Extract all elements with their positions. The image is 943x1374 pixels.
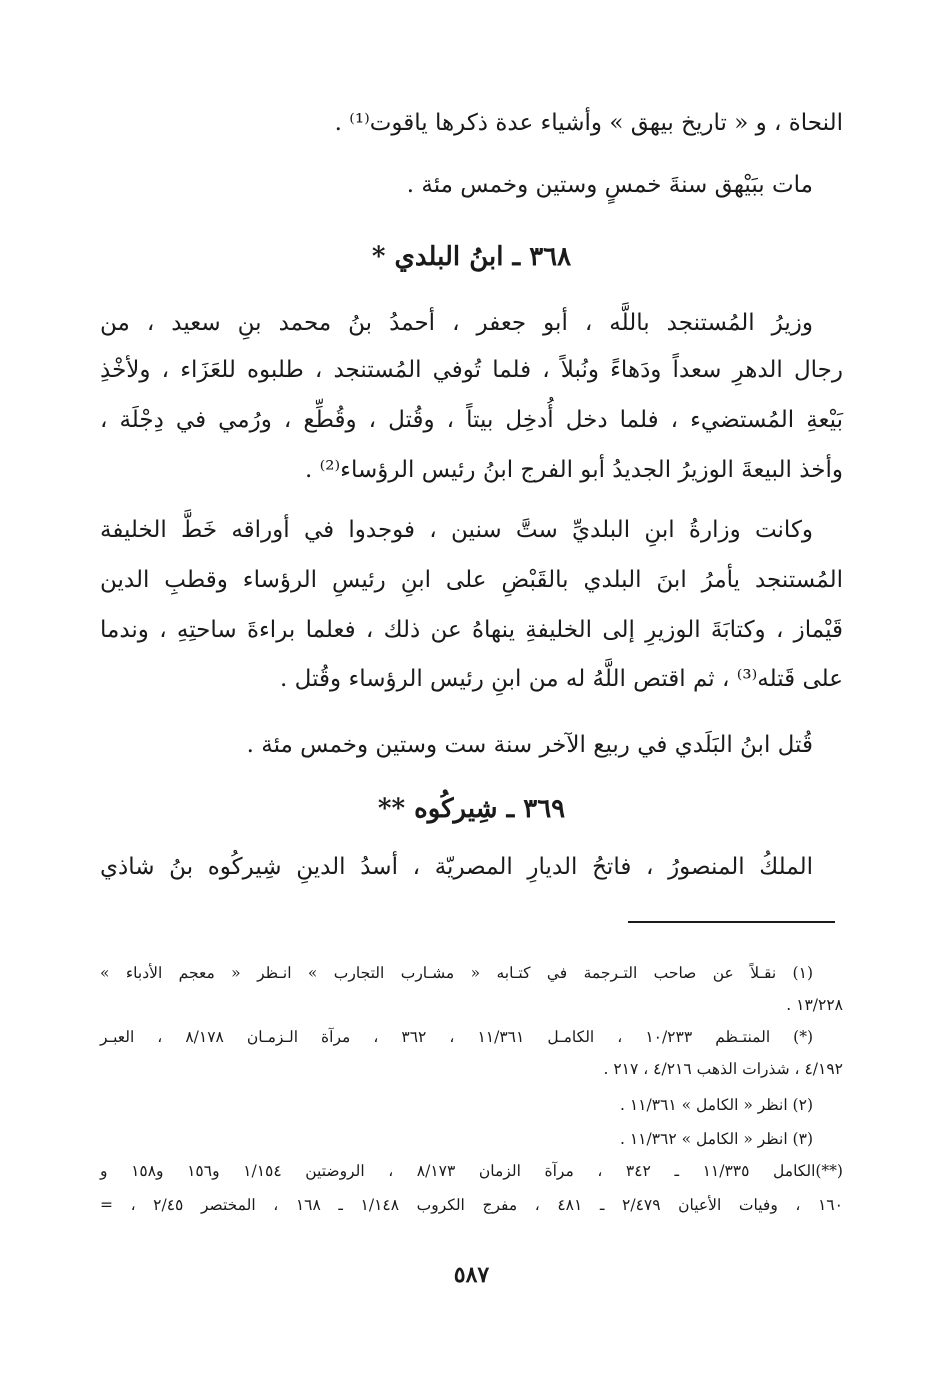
entry-heading: ٣٦٩ ـ شِيركُوه **	[377, 794, 566, 824]
text-line: رجال الدهرِ سعداً ودَهاءً ونُبلاً ، فلما تُوفي المُستنجد ، طلبوه للعَزَاء ، ولأخْذِ	[100, 357, 843, 383]
text-line: وكانت وزارةُ ابنِ البلديِّ ستَّ سنين ، فوجدوا في أوراقه خَطَّ الخليفة	[100, 517, 813, 543]
footnote-line: (**)الكامل ١١/٣٣٥ ـ ٣٤٢ ، مرآة الزمان ٨/١٧٣ ، الروضتين ١/١٥٤ و١٥٦ و١٥٨ و	[100, 1162, 843, 1180]
footnote-line: (٣) انظر « الكامل » ١١/٣٦٢ .	[620, 1130, 813, 1148]
entry-heading: ٣٦٨ ـ ابنُ البلدي *	[371, 242, 572, 272]
footnote-separator	[628, 921, 835, 923]
text-line: مات ببَيْهق سنةَ خمسٍ وستين وخمس مئة .	[406, 172, 813, 198]
text-line: وزيرُ المُستنجد باللَّه ، أبو جعفر ، أحمدُ بنُ محمد بنِ سعيد ، من	[100, 310, 813, 336]
text-line: النحاة ، و « تاريخ بيهق » وأشياء عدة ذكرها ياقوت⁽¹⁾ .	[334, 110, 843, 136]
text-line: بَيْعةِ المُستضيء ، فلما دخل أُدخِل بيتاً ، وقُتل ، وقُطِّع ، ورُمي في دِجْلَة ،	[100, 407, 843, 433]
page-number: ٥٨٧	[453, 1262, 490, 1288]
text-line: الملكُ المنصورُ ، فاتحُ الديارِ المصريّة ، أسدُ الدينِ شِيركُوه بنُ شاذي	[100, 854, 813, 880]
text-line: المُستنجد يأمرُ ابنَ البلدي بالقَبْضِ على ابنِ رئيسِ الرؤساء وقطبِ الدين	[100, 567, 843, 593]
footnote-line: ١٣/٢٢٨ .	[786, 996, 843, 1014]
text-line: على قَتله⁽³⁾ ، ثم اقتص اللَّهُ له من ابنِ رئيس الرؤساء وقُتل .	[280, 666, 843, 692]
footnote-line: (٢) انظر « الكامل » ١١/٣٦١ .	[620, 1096, 813, 1114]
footnote-line: (*) المنتـظم ١٠/٢٣٣ ، الكامـل ١١/٣٦١ ، ٣٦٢ ، مرآة الـزمـان ٨/١٧٨ ، العبـر	[100, 1028, 813, 1046]
footnote-line: ٤/١٩٢ ، شذرات الذهب ٤/٢١٦ ، ٢١٧ .	[603, 1060, 843, 1078]
footnote-line: ١٦٠ ، وفيات الأعيان ٢/٤٧٩ ـ ٤٨١ ، مفرج الكروب ١/١٤٨ ـ ١٦٨ ، المختصر ٢/٤٥ ، =	[100, 1196, 843, 1214]
text-line: قَيْماز ، وكتابَةَ الوزيرِ إلى الخليفةِ ينهاهُ عن ذلك ، فعلما براءةَ ساحتِهِ ، وندما	[100, 617, 843, 643]
text-line: وأخذ البيعةَ الوزيرُ الجديدُ أبو الفرج ابنُ رئيس الرؤساء⁽²⁾ .	[304, 457, 843, 483]
text-line: قُتل ابنُ البَلَدي في ربيع الآخر سنة ست وستين وخمس مئة .	[246, 732, 813, 758]
footnote-line: (١) نقـلاً عن صاحب التـرجمة في كتـابه « مشـارب التجارب » انـظر « معجم الأدباء »	[100, 964, 813, 982]
